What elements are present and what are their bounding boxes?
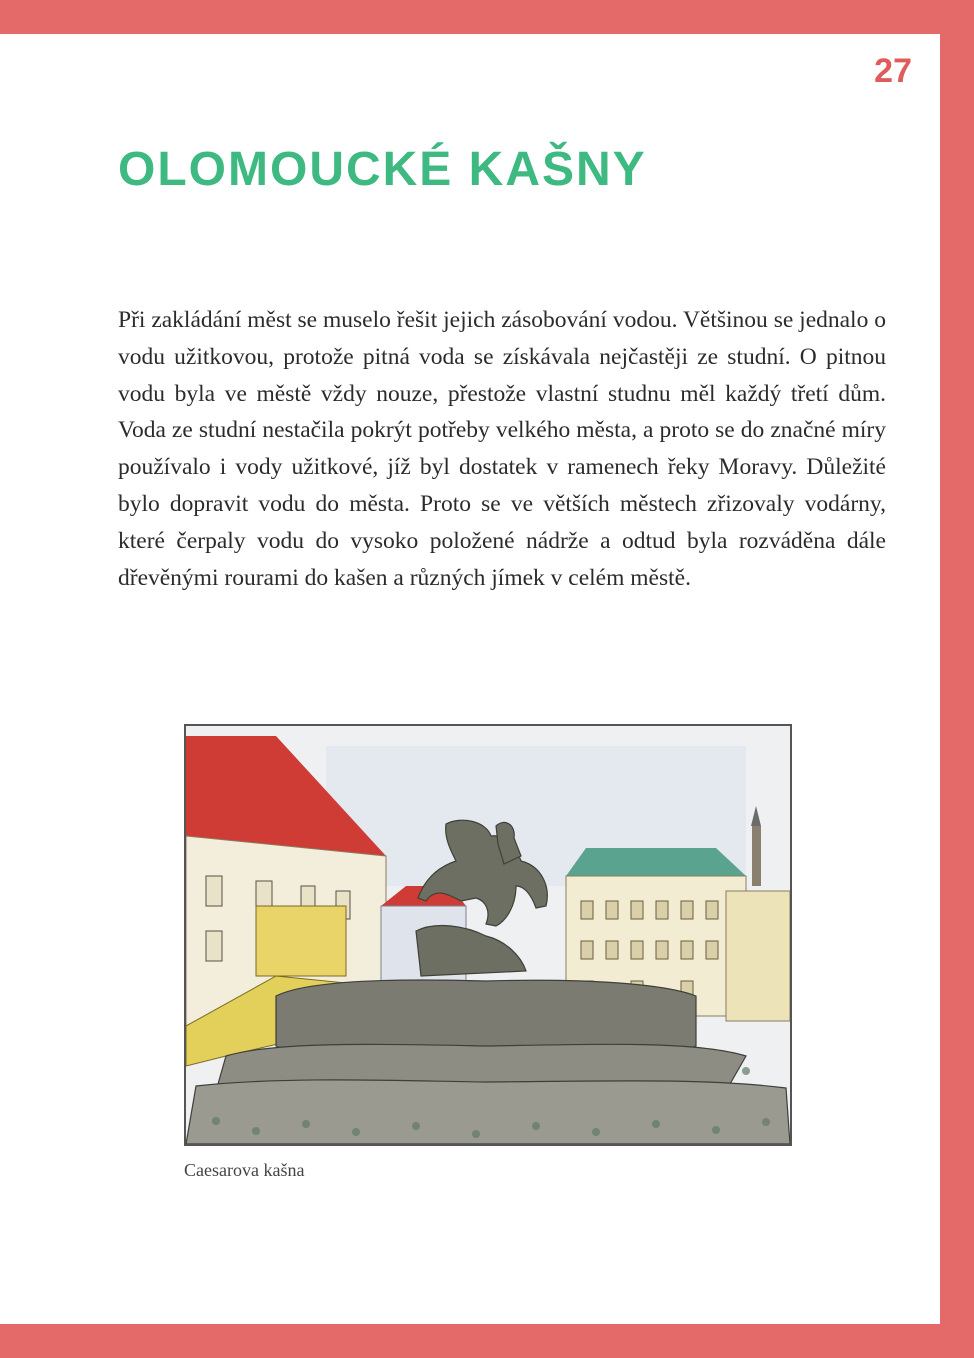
- page-title: OLOMOUCKÉ KAŠNY: [118, 143, 647, 196]
- page-number: 27: [874, 52, 912, 90]
- fountain-drawing: [186, 726, 790, 1144]
- fountain-illustration: [184, 724, 792, 1146]
- green-roof: [566, 848, 746, 876]
- figure-caption: Caesarova kašna: [184, 1160, 305, 1180]
- body-paragraph: Při zakládání měst se muselo řešit jejich zásobování vodou. Většinou se jednalo o vodu užitkovou, protože pitná voda se získávala nejčastěji ze studní. O pitnou vodu byla ve městě vždy nouze, přestože vlastní studnu měl každý třetí dům. Voda ze studní nestačila pokrýt potřeby velkého města, a proto se do značné míry používalo i vody užitkové, jíž byl dostatek v ramenech řeky Moravy. Důležité bylo dopravit vodu do města. Proto se ve větších městech zřizovaly vodárny, které čerpaly vodu do vysoko položené nádrže a odtud byla rozváděna dále dřevěnými rourami do kašen a různých jímek v celém městě.: [118, 307, 886, 591]
